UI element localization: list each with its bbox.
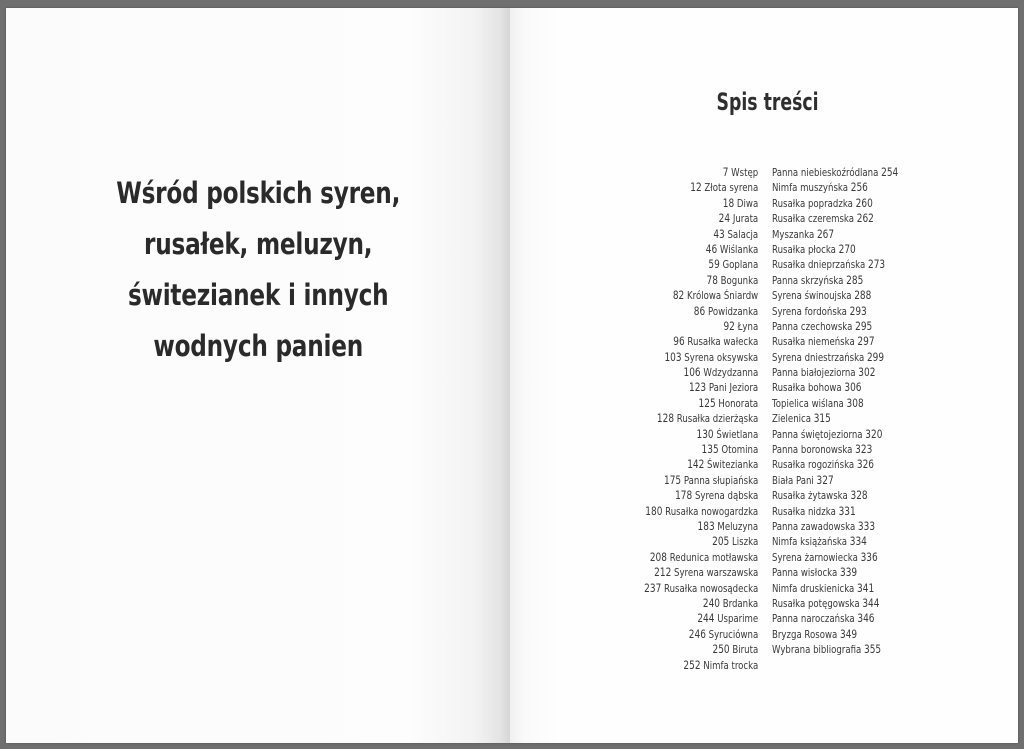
toc-page-number: 323 bbox=[855, 442, 873, 457]
toc-page-number: 328 bbox=[850, 488, 868, 503]
toc-entry-title: Rusałka niemeńska bbox=[772, 335, 855, 349]
toc-entry-title: Świtezianka bbox=[706, 458, 758, 472]
toc-page-number: 240 bbox=[702, 595, 720, 610]
book-spread bbox=[6, 8, 1018, 743]
toc-entry bbox=[644, 350, 758, 365]
toc-entry bbox=[772, 488, 898, 503]
toc-entry-title: Wybrana bibliografia bbox=[772, 643, 862, 657]
toc-entry-title: Rusałka popradzka bbox=[772, 196, 853, 210]
toc-entry bbox=[772, 319, 898, 334]
toc-page-number: 252 bbox=[683, 657, 701, 672]
toc-page-number: 320 bbox=[865, 426, 883, 441]
toc-entry bbox=[772, 273, 898, 288]
toc-entry-title: Nimfa trocka bbox=[703, 658, 758, 672]
toc-page-number: 135 bbox=[701, 442, 719, 457]
toc-entry bbox=[644, 627, 758, 642]
toc-entry-title: Nimfa muszyńska bbox=[772, 181, 849, 195]
toc-page-number: 96 bbox=[673, 334, 685, 349]
toc-page-number: 212 bbox=[653, 565, 672, 580]
toc-entry bbox=[644, 504, 758, 519]
toc-page-number: 299 bbox=[866, 349, 885, 364]
toc-entry-title: Pani Jeziora bbox=[708, 381, 758, 395]
title-line: rusałek, meluzyn, bbox=[144, 227, 373, 261]
toc-entry bbox=[772, 442, 898, 457]
toc-page-number: 12 bbox=[690, 180, 702, 195]
toc-page-number: 92 bbox=[723, 318, 735, 333]
toc-page-number: 237 bbox=[643, 580, 662, 595]
toc-page-number: 349 bbox=[839, 626, 858, 641]
toc-entry bbox=[644, 365, 758, 380]
toc-entry-title: Rusałka potęgowska bbox=[772, 596, 860, 610]
toc-page-number: 267 bbox=[816, 226, 835, 241]
toc-page-number: 355 bbox=[863, 642, 882, 657]
toc-page-number: 43 bbox=[713, 226, 725, 241]
toc-entry-title: Panna słupiańska bbox=[683, 473, 758, 487]
toc-entry bbox=[772, 365, 898, 380]
toc-entry bbox=[772, 257, 898, 272]
toc-entry bbox=[772, 457, 898, 472]
toc-entry bbox=[644, 304, 758, 319]
toc-page-number: 7 bbox=[722, 165, 729, 179]
toc-entry bbox=[644, 534, 758, 549]
toc-page-number: 308 bbox=[846, 395, 864, 410]
toc-entry-title: Bogunka bbox=[720, 273, 758, 287]
toc-page-number: 130 bbox=[696, 426, 714, 441]
toc-page-number: 24 bbox=[718, 211, 730, 226]
toc-entry-title: Syrena fordońska bbox=[772, 304, 847, 318]
toc-entry bbox=[644, 396, 758, 411]
toc-page-number: 346 bbox=[857, 611, 875, 626]
toc-heading: Spis treści bbox=[716, 88, 819, 116]
toc-entry bbox=[644, 488, 758, 503]
toc-entry-title: Honorata bbox=[718, 396, 758, 410]
toc-entry bbox=[644, 227, 758, 242]
toc-entry-title: Otomina bbox=[721, 443, 758, 457]
toc-entry bbox=[772, 504, 898, 519]
toc-page-number: 341 bbox=[857, 580, 875, 595]
toc-entry-title: Rusałka nowogardzka bbox=[664, 504, 758, 518]
toc-page-number: 327 bbox=[816, 472, 834, 487]
toc-entry-title: Panna zawadowska bbox=[772, 519, 856, 533]
toc-entry bbox=[772, 627, 898, 642]
toc-entry bbox=[772, 211, 898, 226]
toc-entry bbox=[644, 427, 758, 442]
toc-entry bbox=[644, 596, 758, 611]
toc-entry-title: Rusałka nowosądecka bbox=[663, 581, 758, 595]
toc-entry-title: Panna niebieskoźródlana bbox=[772, 166, 879, 179]
toc-page-number: 297 bbox=[857, 334, 875, 349]
toc-page-number: 344 bbox=[862, 595, 880, 610]
toc-entry-title: Rusałka dnieprzańska bbox=[772, 258, 866, 272]
toc-page-number: 295 bbox=[855, 318, 873, 333]
toc-page-number: 128 bbox=[656, 411, 674, 426]
toc-page-number: 262 bbox=[856, 211, 874, 226]
toc-page-number: 331 bbox=[838, 503, 856, 518]
toc-entry bbox=[772, 642, 898, 657]
toc-entry-title: Salacja bbox=[727, 227, 758, 241]
toc-entry-title: Rusałka czeremska bbox=[772, 212, 855, 226]
toc-entry-title: Diwa bbox=[736, 196, 758, 210]
toc-page-number: 244 bbox=[697, 611, 715, 626]
toc-entry-title: Rusałka nidzka bbox=[772, 504, 836, 518]
toc-entry-title: Panna wisłocka bbox=[772, 566, 838, 580]
toc-page-number: 103 bbox=[664, 349, 682, 364]
toc-entry-title: Panna czechowska bbox=[772, 319, 853, 333]
toc-entry-title: Wstęp bbox=[730, 166, 758, 179]
toc-entry bbox=[644, 411, 758, 426]
toc-entry-title: Panna białojeziorna bbox=[772, 366, 856, 380]
toc-entry-title: Syruciówna bbox=[708, 627, 758, 641]
toc-entry bbox=[644, 473, 758, 488]
toc-entry bbox=[772, 242, 898, 257]
toc-entry-title: Topielica wiślana bbox=[772, 396, 844, 410]
toc-entry bbox=[644, 565, 758, 580]
toc-entry bbox=[644, 611, 758, 626]
toc-page-number: 250 bbox=[712, 642, 730, 657]
toc-entry bbox=[772, 380, 898, 395]
toc-entry bbox=[644, 642, 758, 657]
toc-entry-title: Brdanka bbox=[722, 596, 758, 610]
toc-page-number: 208 bbox=[649, 549, 667, 564]
toc-entry bbox=[772, 350, 898, 365]
toc-entry-title: Wdzydzanna bbox=[703, 366, 758, 380]
toc-entry-title: Biruta bbox=[732, 643, 758, 657]
toc-page-number: 178 bbox=[674, 488, 693, 503]
toc-page-number: 254 bbox=[881, 165, 899, 179]
toc-page-number: 315 bbox=[813, 411, 831, 426]
toc-page-number: 302 bbox=[858, 365, 876, 380]
toc-entry-title: Panna naroczańska bbox=[772, 612, 855, 626]
toc-page-number: 326 bbox=[856, 457, 874, 472]
toc-entry bbox=[772, 288, 898, 303]
toc-page-number: 288 bbox=[854, 288, 872, 303]
toc-entry-title: Zielenica bbox=[772, 412, 811, 426]
toc-entry-title: Nimfa książańska bbox=[772, 535, 848, 549]
toc-entry bbox=[772, 196, 898, 211]
toc-entry-title: Syrena świnoujska bbox=[772, 289, 852, 303]
toc-page-number: 205 bbox=[711, 534, 730, 549]
toc-entry bbox=[772, 304, 898, 319]
toc-entry bbox=[644, 257, 758, 272]
toc-entry bbox=[772, 550, 898, 565]
toc-page-number: 86 bbox=[693, 303, 706, 318]
toc-page-number: 256 bbox=[850, 180, 868, 195]
toc-entry bbox=[772, 519, 898, 534]
toc-entry-title: Syrena dniestrzańska bbox=[772, 350, 865, 364]
toc-column-right bbox=[772, 165, 934, 658]
toc-page-number: 246 bbox=[688, 626, 706, 641]
toc-entry-title: Rusałka płocka bbox=[772, 242, 836, 256]
toc-entry-title: Rusałka wałecka bbox=[687, 335, 758, 349]
toc-entry bbox=[644, 319, 758, 334]
toc-entry bbox=[644, 273, 758, 288]
toc-entry-title: Biała Pani bbox=[772, 473, 814, 487]
toc-entry bbox=[772, 427, 898, 442]
toc-entry bbox=[644, 180, 758, 195]
toc-entry-title: Syrena warszawska bbox=[673, 566, 758, 580]
toc-entry bbox=[644, 196, 758, 211]
toc-entry bbox=[772, 411, 898, 426]
toc-entry-title: Złota syrena bbox=[704, 181, 758, 195]
toc-page-number: 142 bbox=[686, 457, 705, 472]
toc-page-number: 125 bbox=[698, 395, 716, 410]
toc-page-number: 175 bbox=[663, 472, 681, 487]
title-line: Wśród polskich syren, bbox=[116, 176, 401, 210]
toc-entry-title: Wiślanka bbox=[719, 242, 758, 256]
toc-entry-title: Królowa Śniardw bbox=[686, 289, 758, 303]
toc-entry bbox=[644, 334, 758, 349]
toc-entry bbox=[644, 288, 758, 303]
toc-column-left bbox=[612, 165, 758, 673]
title-line: świtezianek i innych bbox=[127, 278, 389, 312]
toc-entry bbox=[644, 442, 758, 457]
toc-entry-title: Bryzga Rosowa bbox=[772, 627, 838, 641]
toc-entry-title: Panna boronowska bbox=[772, 443, 853, 457]
toc-entry-title: Rusałka żytawska bbox=[772, 489, 848, 503]
toc-entry bbox=[644, 380, 758, 395]
toc-entry-title: Syrena żarnowiecka bbox=[772, 550, 858, 564]
toc-entry bbox=[772, 534, 898, 549]
toc-page-number: 46 bbox=[705, 241, 717, 256]
toc-entry bbox=[772, 581, 898, 596]
toc-entry-title: Powidzanka bbox=[707, 304, 758, 318]
toc-page-number: 183 bbox=[697, 518, 715, 533]
toc-entry bbox=[772, 334, 898, 349]
toc-entry bbox=[644, 519, 758, 534]
toc-entry bbox=[644, 457, 758, 472]
toc-page-number: 270 bbox=[838, 241, 856, 256]
toc-entry bbox=[644, 550, 758, 565]
toc-entry bbox=[772, 565, 898, 580]
toc-page-number: 285 bbox=[846, 272, 864, 287]
right-page bbox=[510, 8, 1018, 743]
toc-entry-title: Łyna bbox=[737, 319, 758, 333]
title-line: wodnych panien bbox=[153, 329, 363, 363]
toc-page-number: 339 bbox=[839, 565, 858, 580]
toc-entry-title: Myszanka bbox=[772, 227, 815, 241]
toc-entry bbox=[772, 611, 898, 626]
toc-page-number: 260 bbox=[855, 195, 873, 210]
toc-entry-title: Syrena dąbska bbox=[694, 489, 758, 503]
toc-page-number: 336 bbox=[860, 549, 878, 564]
toc-page-number: 59 bbox=[708, 257, 720, 272]
toc-entry bbox=[644, 242, 758, 257]
toc-page-number: 273 bbox=[867, 257, 886, 272]
toc-entry-title: Rusałka rogozińska bbox=[772, 458, 855, 472]
toc-entry-title: Nimfa druskienicka bbox=[772, 581, 855, 595]
toc-page-number: 18 bbox=[722, 195, 735, 210]
toc-entry-title: Jurata bbox=[732, 212, 758, 226]
toc-entry-title: Meluzyna bbox=[717, 519, 758, 533]
toc-entry bbox=[644, 211, 758, 226]
toc-entry-title: Rusałka bohowa bbox=[772, 381, 842, 395]
toc-entry bbox=[772, 227, 898, 242]
toc-entry-title: Panna świętojeziorna bbox=[772, 427, 863, 441]
toc-entry bbox=[772, 596, 898, 611]
toc-page-number: 334 bbox=[849, 534, 867, 549]
toc-entry-title: Syrena oksywska bbox=[684, 350, 758, 364]
toc-entry-title: Rusałka dzierżąska bbox=[676, 412, 758, 426]
toc-entry bbox=[772, 396, 898, 411]
toc-page-number: 78 bbox=[706, 272, 718, 287]
toc-entry-title: Liszka bbox=[731, 535, 758, 549]
toc-entry bbox=[772, 165, 898, 180]
toc-page-number: 82 bbox=[672, 288, 685, 303]
toc-entry bbox=[644, 658, 758, 673]
toc-page-number: 106 bbox=[683, 365, 701, 380]
toc-entry-title: Panna skrzyńska bbox=[772, 273, 844, 287]
toc-entry-title: Usparime bbox=[716, 612, 758, 626]
toc-entry bbox=[644, 581, 758, 596]
toc-entry-title: Świetlana bbox=[716, 427, 758, 441]
toc-entry bbox=[772, 473, 898, 488]
toc-page-number: 293 bbox=[849, 303, 867, 318]
toc-page-number: 333 bbox=[857, 518, 876, 533]
toc-page-number: 180 bbox=[645, 503, 663, 518]
toc-page-number: 306 bbox=[844, 380, 862, 395]
toc-entry-title: Goplana bbox=[722, 258, 758, 272]
book-title bbox=[57, 168, 460, 372]
toc-entry-title: Redunica motławska bbox=[669, 550, 758, 564]
toc-page-number: 123 bbox=[688, 380, 706, 395]
toc-entry bbox=[644, 165, 758, 180]
toc-entry bbox=[772, 180, 898, 195]
left-page bbox=[6, 8, 510, 743]
